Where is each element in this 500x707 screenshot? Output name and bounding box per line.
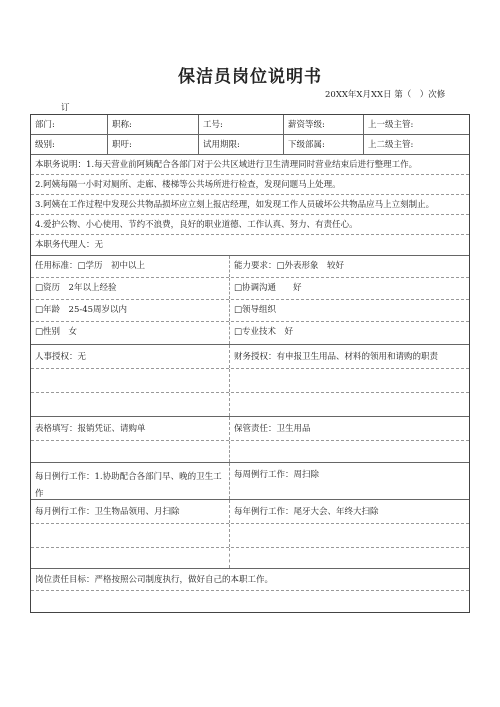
header-row-2 bbox=[31, 135, 469, 155]
authority-blank-1 bbox=[31, 369, 469, 393]
qual-appearance: 能力要求：□外表形象 较好 bbox=[229, 256, 469, 277]
duty-line-4 bbox=[31, 215, 469, 235]
header-row-1 bbox=[31, 115, 469, 135]
qual-row-3 bbox=[31, 300, 469, 322]
qual-gender: □性别 女 bbox=[35, 327, 78, 337]
routine-blank-2 bbox=[31, 548, 469, 569]
qual-row-2 bbox=[31, 278, 469, 300]
custody-responsibility: 保管责任：卫生用品 bbox=[229, 417, 469, 440]
supervisor-1-field: 上一级主管: bbox=[363, 115, 469, 134]
qual-row-4 bbox=[31, 322, 469, 345]
duty-text-1: 本职务说明：1.每天营业前阿姨配合各部门对于公共区域进行卫生清理同时营业结束后进行整理工作。 bbox=[35, 160, 418, 170]
agent-row bbox=[31, 235, 469, 256]
qual-education: 任用标准：□学历 初中以上 bbox=[35, 261, 146, 271]
probation-field: 试用期限: bbox=[198, 135, 283, 154]
blank-cell bbox=[229, 441, 469, 462]
blank-cell bbox=[229, 369, 469, 392]
weekly-routine: 每周例行工作：周扫除 bbox=[229, 463, 469, 499]
blank-cell bbox=[229, 548, 469, 568]
forms-fill: 表格填写：报销凭证、请购单 bbox=[35, 424, 146, 434]
blank-cell bbox=[229, 393, 469, 416]
daily-weekly-row bbox=[31, 463, 469, 500]
authority-blank-2 bbox=[31, 393, 469, 417]
blank-cell bbox=[229, 524, 469, 547]
qual-age: □年龄 25-45周岁以内 bbox=[35, 305, 128, 315]
goal-blank bbox=[31, 591, 469, 612]
authority-row bbox=[31, 345, 469, 369]
forms-blank bbox=[31, 441, 469, 463]
supervisor-2-field: 上二级主管: bbox=[363, 135, 469, 154]
qual-coordination: □协调沟通 好 bbox=[229, 278, 469, 299]
subordinates-field: 下级部属: bbox=[283, 135, 363, 154]
blank-cell bbox=[31, 393, 229, 416]
routine-blank-1 bbox=[31, 524, 469, 548]
department-field: 部门: bbox=[35, 120, 55, 130]
level-field: 级别: bbox=[35, 140, 55, 150]
duty-line-3 bbox=[31, 195, 469, 215]
blank-cell bbox=[31, 441, 229, 462]
duty-line-2 bbox=[31, 175, 469, 195]
employee-id-field: 工号: bbox=[198, 115, 283, 134]
position-field: 职吁: bbox=[107, 135, 198, 154]
document-title: 保洁员岗位说明书 bbox=[178, 67, 322, 87]
blank-cell bbox=[31, 369, 229, 392]
blank-cell bbox=[31, 548, 229, 568]
qual-leadership: □领导组织 bbox=[229, 300, 469, 321]
duty-text-4: 4.爱护公物、小心使用、节约不浪费，良好的职业道德、工作认真、努力、有责任心。 bbox=[35, 220, 358, 230]
duty-text-3: 3.阿姨在工作过程中发现公共物品损坏应立刻上报店经理，如发现工作人员破坏公共物品应马上立刻制止。 bbox=[35, 200, 435, 210]
finance-authority: 财务授权：有申报卫生用品、材料的领用和请购的职责 bbox=[229, 345, 469, 368]
title-field: 职称: bbox=[107, 115, 198, 134]
salary-grade-field: 薪资等级: bbox=[283, 115, 363, 134]
qual-row-1 bbox=[31, 256, 469, 278]
goal-text: 岗位责任目标：严格按照公司制度执行，做好自己的本职工作。 bbox=[35, 575, 274, 585]
yearly-routine: 每年例行工作：尾牙大会、年终大扫除 bbox=[229, 500, 469, 523]
blank-cell bbox=[31, 591, 469, 612]
daily-routine: 每日例行工作：1.协助配合各部门早、晚的卫生工作 bbox=[35, 472, 222, 499]
qual-skills: □专业技术 好 bbox=[229, 322, 469, 344]
monthly-routine: 每月例行工作：卫生物品领用、月扫除 bbox=[35, 507, 180, 517]
duty-text-2: 2.阿姨每隔一小时对厕所、走廊、楼梯等公共场所进行检查，发现问题马上处理。 bbox=[35, 180, 341, 190]
revision-line: 20XX年X月XX日 第（ ）次修 bbox=[325, 90, 446, 100]
job-description-form bbox=[30, 114, 470, 613]
goal-row bbox=[31, 569, 469, 591]
duty-line-1 bbox=[31, 155, 469, 175]
monthly-yearly-row bbox=[31, 500, 469, 524]
qual-experience: □资历 2年以上经验 bbox=[35, 283, 117, 293]
revision-line-cont: 订 bbox=[61, 103, 70, 113]
blank-cell bbox=[31, 524, 229, 547]
agent-text: 本职务代理人：无 bbox=[35, 240, 104, 250]
personnel-authority: 人事授权：无 bbox=[35, 352, 87, 362]
forms-row bbox=[31, 417, 469, 441]
